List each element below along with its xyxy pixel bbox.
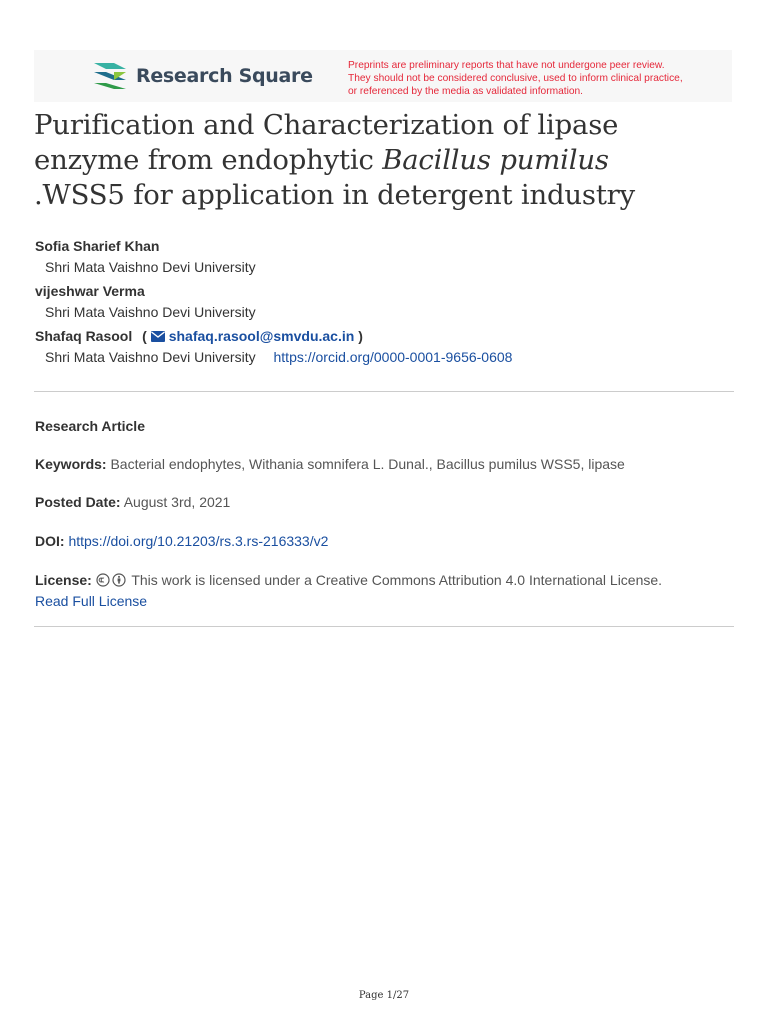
creative-commons-icon (96, 573, 110, 587)
email-paren-open: ( (142, 328, 147, 344)
research-square-logo[interactable] (92, 60, 313, 92)
page-number: Page 1/27 (358, 990, 410, 1001)
envelope-icon (151, 331, 165, 342)
author-name: vijeshwar Verma (35, 283, 145, 299)
attribution-icon (112, 573, 126, 587)
doi-link[interactable]: https://doi.org/10.21203/rs.3.rs-216333/v2 (68, 533, 329, 549)
email-paren-close: ) (358, 328, 363, 344)
paper-title (34, 108, 734, 213)
article-type (35, 416, 735, 437)
posted-date-row (35, 492, 735, 513)
author-email-link[interactable] (151, 328, 355, 344)
author-email: shafaq.rasool@smvdu.ac.in (168, 328, 355, 344)
author-affiliation: Shri Mata Vaishno Devi University (45, 304, 256, 320)
author-entry (35, 326, 735, 368)
disclaimer-line: Preprints are preliminary reports that have not undergone peer review. (348, 60, 665, 71)
preprint-disclaimer (348, 59, 728, 98)
title-line: Purification and Characterization of lipase (34, 109, 619, 141)
logo-text: Research Square (136, 65, 313, 87)
preprint-banner (34, 50, 732, 102)
author-affiliation: Shri Mata Vaishno Devi University (45, 259, 256, 275)
author-name: Sofia Sharief Khan (35, 238, 160, 254)
title-text: enzyme from endophytic (34, 144, 383, 176)
license-row (35, 570, 735, 612)
research-square-logo-icon (92, 60, 128, 92)
disclaimer-line: or referenced by the media as validated information. (348, 86, 584, 97)
keywords-label: Keywords: (35, 456, 107, 472)
corresponding-author (35, 326, 735, 347)
author-affiliation-row (45, 347, 735, 368)
keywords-row (35, 454, 735, 475)
title-line (34, 143, 734, 178)
doi-label: DOI: (35, 533, 65, 549)
orcid-link[interactable]: https://orcid.org/0000-0001-9656-0608 (273, 349, 513, 365)
author-entry (35, 281, 735, 323)
license-label: License: (35, 572, 92, 588)
author-list (35, 236, 735, 371)
author-name: Shafaq Rasool (35, 328, 133, 344)
disclaimer-line: They should not be considered conclusive, used to inform clinical practice, (348, 73, 683, 84)
title-line: .WSS5 for application in detergent industry (34, 179, 635, 211)
posted-date-value: August 3rd, 2021 (123, 494, 231, 510)
author-entry (35, 236, 735, 278)
divider (34, 626, 734, 627)
title-species: Bacillus pumilus (382, 144, 609, 176)
divider (34, 391, 734, 392)
posted-date-label: Posted Date: (35, 494, 121, 510)
read-full-license-link[interactable]: Read Full License (35, 593, 148, 609)
doi-row (35, 531, 735, 552)
license-text: This work is licensed under a Creative Commons Attribution 4.0 International License. (131, 572, 663, 588)
article-type-value: Research Article (35, 418, 145, 434)
keywords-value: Bacterial endophytes, Withania somnifera L. Dunal., Bacillus pumilus WSS5, lipase (110, 456, 625, 472)
author-affiliation: Shri Mata Vaishno Devi University (45, 349, 256, 365)
